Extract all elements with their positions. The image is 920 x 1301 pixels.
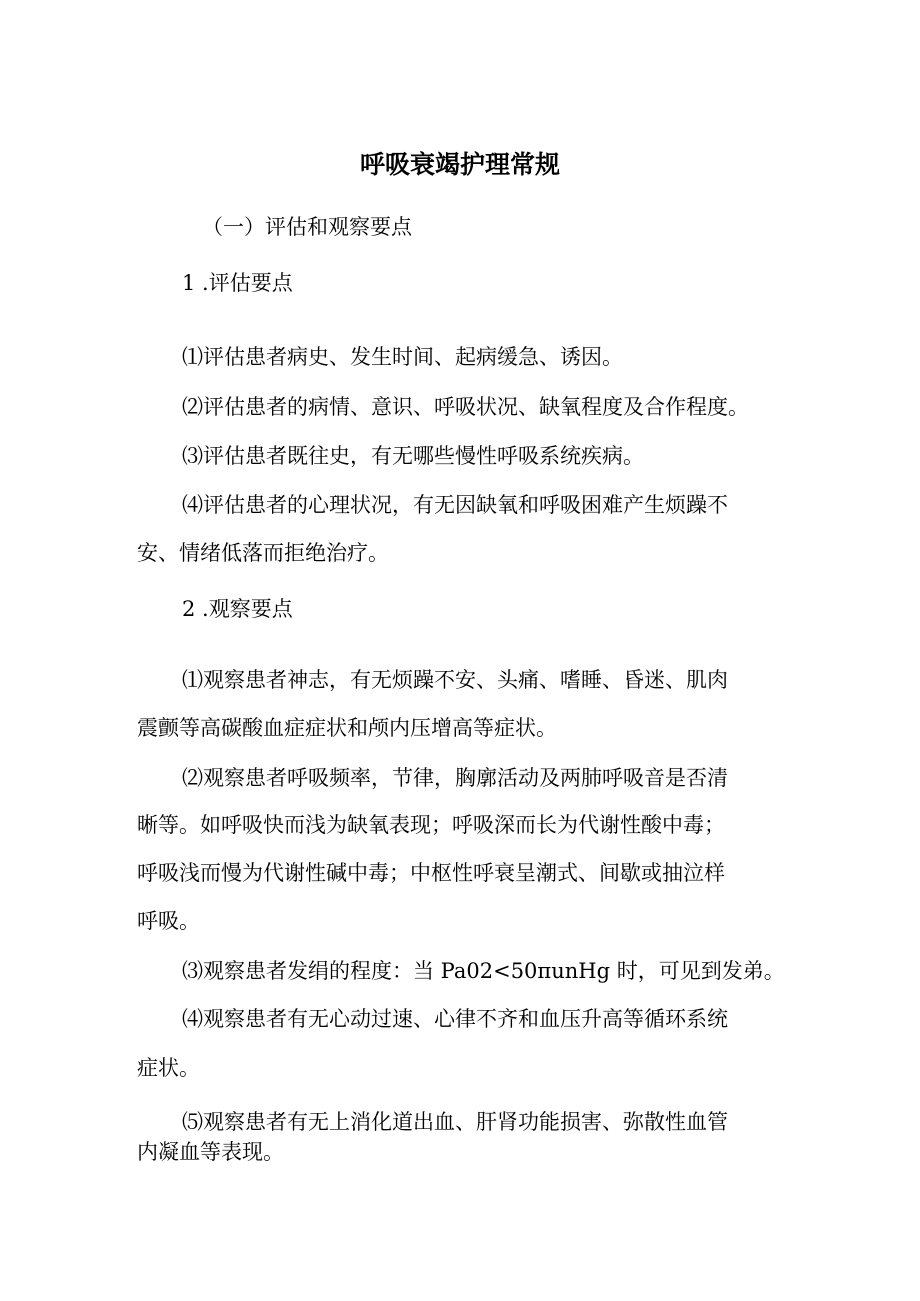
assessment-line-4: ⑷评估患者的心理状况，有无因缺氧和呼吸困难产生烦躁不 bbox=[182, 493, 728, 517]
observation-line-2: 震颤等高碳酸血症症状和颅内压增高等症状。 bbox=[137, 716, 557, 740]
assessment-line-3: ⑶评估患者既往史，有无哪些慢性呼吸系统疾病。 bbox=[182, 444, 644, 468]
document-title: 呼吸衰竭护理常规 bbox=[359, 150, 560, 179]
observation-line-4: 晰等。如呼吸快而浅为缺氧表现；呼吸深而长为代谢性酸中毒； bbox=[137, 813, 725, 837]
observation-line-9: 症状。 bbox=[137, 1056, 200, 1080]
observation-line-7: ⑶观察患者发绢的程度：当 Pa02<50πunHg 时，可见到发弟。 bbox=[182, 959, 785, 983]
subsection-heading-observation: 2 .观察要点 bbox=[182, 597, 293, 621]
observation-line-1: ⑴观察患者神志，有无烦躁不安、头痛、嗜睡、昏迷、肌肉 bbox=[182, 668, 728, 692]
observation-line-11: 内凝血等表现。 bbox=[137, 1140, 284, 1164]
observation-line-6: 呼吸。 bbox=[137, 909, 200, 933]
assessment-line-1: ⑴评估患者病史、发生时间、起病缓急、诱因。 bbox=[182, 345, 623, 369]
observation-line-8: ⑷观察患者有无心动过速、心律不齐和血压升高等循环系统 bbox=[182, 1007, 728, 1031]
observation-line-5: 呼吸浅而慢为代谢性碱中毒；中枢性呼衰呈潮式、间歇或抽泣样 bbox=[137, 861, 725, 885]
subsection-heading-assessment: 1 .评估要点 bbox=[182, 271, 293, 295]
section-heading: （一）评估和观察要点 bbox=[202, 215, 412, 239]
observation-line-3: ⑵观察患者呼吸频率，节律，胸廓活动及两肺呼吸音是否清 bbox=[182, 766, 728, 790]
assessment-line-2: ⑵评估患者的病情、意识、呼吸状况、缺氧程度及合作程度。 bbox=[182, 395, 749, 419]
assessment-line-5: 安、情绪低落而拒绝治疗。 bbox=[137, 541, 389, 565]
observation-line-10: ⑸观察患者有无上消化道出血、肝肾功能损害、弥散性血管 bbox=[182, 1110, 728, 1134]
